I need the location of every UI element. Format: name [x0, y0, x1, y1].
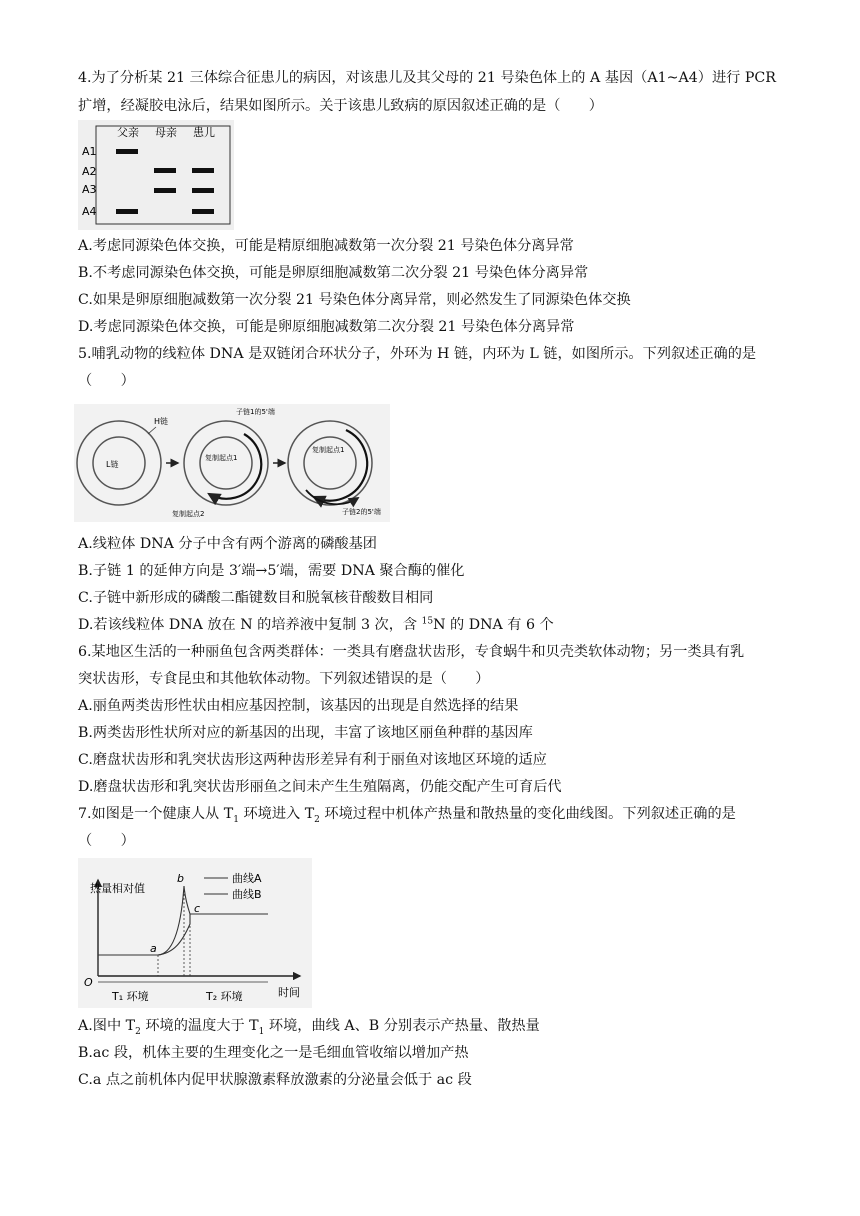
q6-option-c: C.磨盘状齿形和乳突状齿形这两种齿形差异有利于丽鱼对该地区环境的适应 — [78, 752, 547, 768]
q6-option-d: D.磨盘状齿形和乳突状齿形丽鱼之间未产生生殖隔离，仍能交配产生可育后代 — [78, 779, 562, 795]
mitochondrial-dna-figure — [74, 404, 390, 522]
q4-stem-line1: 4.为了分析某 21 三体综合征患儿的病因，对该患儿及其父母的 21 号染色体上的 A 基因（A1~A4）进行 PCR — [78, 70, 776, 86]
q6-stem-line1: 6.某地区生活的一种丽鱼包含两类群体：一类具有磨盘状齿形，专食蜗牛和贝壳类软体动物；另一类具有乳 — [78, 644, 745, 660]
band-child-a2 — [192, 168, 214, 173]
chart-xlabel: 时间 — [278, 986, 300, 999]
q5-option-c: C.子链中新形成的磷酸二酯键数目和脱氧核苷酸数目相同 — [78, 590, 434, 606]
q6-stem-line2: 突状齿形，专食昆虫和其他软体动物。下列叙述错误的是（ ） — [78, 671, 490, 687]
q7-option-c: C.a 点之前机体内促甲状腺激素释放激素的分泌量会低于 ac 段 — [78, 1072, 472, 1088]
band-child-a4 — [192, 209, 214, 214]
env-t2-label: T₂ 环境 — [206, 990, 243, 1003]
q4-stem-line2: 扩增，经凝胶电泳后，结果如图所示。关于该患儿致病的原因叙述正确的是（ ） — [78, 98, 603, 114]
gel-row-a3: A3 — [82, 183, 97, 196]
band-mother-a3 — [154, 188, 176, 193]
q7-stem-line1: 7.如图是一个健康人从 $T_1$ 环境进入 $T_2$ 环境过程中机体产热量和散热量的变化曲线图。下列叙述正确的是 — [78, 806, 736, 825]
q4-option-b: B.不考虑同源染色体交换，可能是卵原细胞减数第二次分裂 21 号染色体分离异常 — [78, 265, 589, 281]
h-strand-label: H链 — [154, 417, 169, 426]
curve-b-rise — [158, 886, 184, 955]
q5-stem-line1: 5.哺乳动物的线粒体 DNA 是双链闭合环状分子，外环为 H 链，内环为 L 链，如图所示。下列叙述正确的是 — [78, 346, 757, 362]
point-a: a — [150, 942, 157, 955]
strand2-end-label: 子链2的5'端 — [342, 508, 381, 516]
q5-option-a: A.线粒体 DNA 分子中含有两个游离的磷酸基团 — [78, 536, 377, 552]
band-father-a1 — [116, 149, 138, 154]
q7-option-b: B.ac 段，机体主要的生理变化之一是毛细血管收缩以增加产热 — [78, 1045, 469, 1061]
gel-row-a4: A4 — [82, 205, 97, 218]
q4-option-a: A.考虑同源染色体交换，可能是精原细胞减数第一次分裂 21 号染色体分离异常 — [78, 238, 574, 254]
legend-curve-a: 曲线A — [232, 872, 262, 885]
origin2-label-a: 复制起点2 — [172, 510, 205, 518]
strand1-end-label-a: 子链1的5'端 — [236, 408, 275, 416]
band-mother-a2 — [154, 168, 176, 173]
gel-col-child: 患儿 — [193, 126, 215, 139]
origin1-label-a: 复制起点1 — [205, 454, 238, 462]
q5-option-d: D.若该线粒体 DNA 放在 N 的培养液中复制 3 次，含 $^{15}$N 的 DNA 有 6 个 — [78, 616, 554, 633]
band-child-a3 — [192, 188, 214, 193]
q4-option-d: D.考虑同源染色体交换，可能是卵原细胞减数第二次分裂 21 号染色体分离异常 — [78, 319, 575, 335]
q5-stem-line2: （ ） — [78, 373, 135, 389]
gel-row-a2: A2 — [82, 165, 97, 178]
chart-ylabel: 热量相对值 — [90, 882, 145, 895]
origin1-label-b: 复制起点1 — [312, 446, 345, 454]
q7-stem-line2: （ ） — [78, 833, 135, 849]
q5-option-b: B.子链 1 的延伸方向是 3′端→5′端，需要 DNA 聚合酶的催化 — [78, 563, 465, 579]
curve-a — [158, 914, 190, 955]
l-strand-label: L链 — [106, 460, 119, 469]
chart-origin: O — [84, 976, 93, 989]
gel-row-a1: A1 — [82, 145, 97, 158]
point-c: c — [194, 902, 201, 915]
gel-col-mother: 母亲 — [155, 126, 177, 139]
legend-curve-b: 曲线B — [232, 888, 262, 901]
env-t1-label: T₁ 环境 — [112, 990, 149, 1003]
band-father-a4 — [116, 209, 138, 214]
point-b: b — [177, 872, 184, 885]
gel-col-father: 父亲 — [117, 126, 139, 139]
gel-electrophoresis-figure — [78, 120, 234, 230]
heat-curve-chart — [78, 858, 312, 1008]
q6-option-a: A.丽鱼两类齿形性状由相应基因控制，该基因的出现是自然选择的结果 — [78, 698, 519, 714]
q6-option-b: B.两类齿形性状所对应的新基因的出现，丰富了该地区丽鱼种群的基因库 — [78, 725, 533, 741]
q7-option-a: A.图中 $T_2$ 环境的温度大于 $T_1$ 环境，曲线 A、B 分别表示产热量、散热量 — [78, 1018, 540, 1037]
q4-option-c: C.如果是卵原细胞减数第一次分裂 21 号染色体分离异常，则必然发生了同源染色体交换 — [78, 292, 631, 308]
